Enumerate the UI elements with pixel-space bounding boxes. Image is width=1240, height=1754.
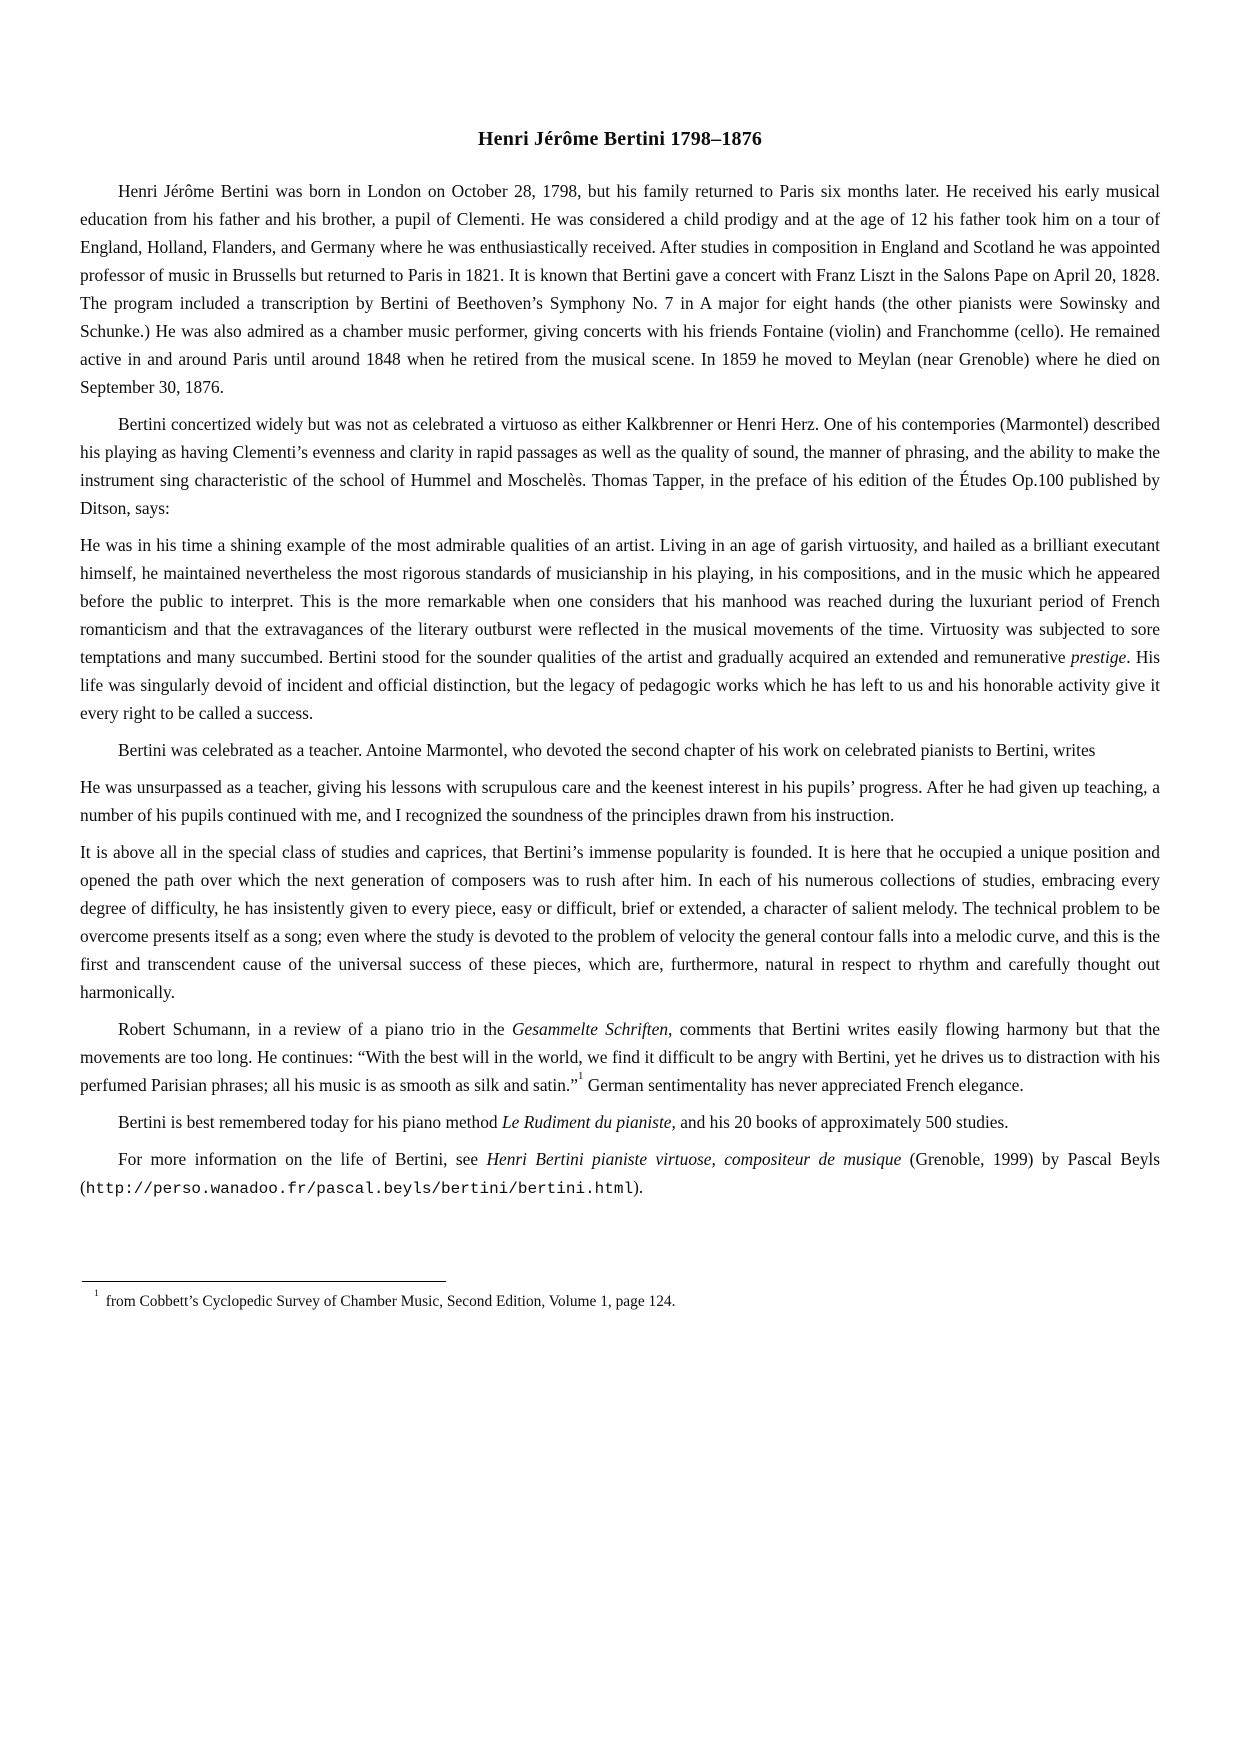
document-body	[80, 177, 1160, 1203]
text-run: Bertini was celebrated as a teacher. Antoine Marmontel, who devoted the second chapter of his work on celebrated pianists to Bertini, writes	[118, 740, 1096, 760]
text-run: 1	[577, 1070, 584, 1083]
block-quote-marmontel	[80, 773, 1160, 829]
text-run: Henri Jérôme Bertini was born in London on October 28, 1798, but his family returned to Paris six months later. He received his early musical education from his father and his brother, a pupil of Clementi. He was considered a child prodigy and at the age of 12 his father took him on a tour of England, Holland, Flanders, and Germany where he was enthusiastically received. After studies in composition in England and Scotland he was appointed professor of music in Brussells but returned to Paris in 1821. It is known that Bertini gave a concert with Franz Liszt in the Salons Pape on April 20, 1828. The program included a transcription by Bertini of Beethoven’s Symphony No. 7 in A major for eight hands (the other pianists were Sowinsky and Schunke.) He was also admired as a chamber music performer, giving concerts with his friends Fontaine (violin) and Franchomme (cello). He remained active in and around Paris until around 1848 when he retired from the musical scene. In 1859 he moved to Meylan (near Grenoble) where he died on September 30, 1876.	[80, 181, 1160, 397]
text-run: He was unsurpassed as a teacher, giving his lessons with scrupulous care and the keenest interest in his pupils’ progress. After he had given up teaching, a number of his pupils continued with me, and I recognized the soundness of the principles drawn from his instruction.	[80, 777, 1160, 825]
footnote-rule	[82, 1281, 446, 1282]
text-run: Bertini is best remembered today for his piano method	[118, 1112, 502, 1132]
text-run: ).	[633, 1177, 644, 1197]
text-run: He was in his time a shining example of the most admirable qualities of an artist. Living in an age of garish virtuosity, and hailed as a brilliant executant himself, he maintained nevertheless the most rigorous standards of musicianship in his playing, in his compositions, and in the music which he appeared before the public to interpret. This is the more remarkable when one considers that his manhood was reached during the luxuriant period of French romanticism and that the extravagances of the literary outburst were reflected in the musical movements of the time. Virtuosity was subjected to sore temptations and many succumbed. Bertini stood for the sounder qualities of the artist and gradually acquired an extended and remunerative	[80, 535, 1160, 667]
text-run: prestige	[1070, 647, 1127, 667]
text-run: (Grenoble, 1999) by Pascal Beyls (	[80, 1149, 1160, 1197]
text-run: It is above all in the special class of studies and caprices, that Bertini’s immense popularity is founded. It is here that he occupied a unique position and opened the path over which the next generation of composers was to rush after him. In each of his numerous collections of studies, embracing every degree of difficulty, he has insistently given to every piece, easy or difficult, brief or extended, a character of salient melody. The technical problem to be overcome presents itself as a song; even where the study is devoted to the problem of velocity the general contour falls into a melodic curve, and this is the first and transcendent cause of the universal success of these pieces, which are, furthermore, natural in respect to rhythm and carefully thought out harmonically.	[80, 842, 1160, 1002]
footnote-marker: 1	[94, 1287, 99, 1299]
footnote-area	[80, 1281, 1160, 1313]
text-run: German sentimentality has never appreciated French elegance.	[583, 1075, 1024, 1095]
text-run: For more information on the life of Bertini, see	[118, 1149, 487, 1169]
text-run: Gesammelte Schriften	[511, 1019, 669, 1039]
paragraph-schumann	[80, 1015, 1160, 1099]
page-title: Henri Jérôme Bertini 1798–1876	[477, 128, 763, 150]
paragraph-teacher	[80, 736, 1160, 764]
text-run: Robert Schumann, in a review of a piano trio in the	[118, 1019, 512, 1039]
text-run: , comments that Bertini writes easily flowing harmony but that the movements are too long. He continues: “With the best will in the world, we find it difficult to be angry with Bertini, yet he drives us to distraction with his perfumed Parisian phrases; all his music is as smooth as silk and satin.”	[80, 1019, 1161, 1095]
footnote-content	[106, 1293, 676, 1310]
paragraph-virtuoso	[80, 410, 1160, 522]
paragraph-legacy	[80, 1108, 1160, 1136]
text-run: and his 20 books of approximately 500 studies.	[675, 1112, 1009, 1132]
footnote	[80, 1287, 1160, 1313]
paragraph-more-info	[80, 1145, 1160, 1203]
text-run: Bertini concertized widely but was not as celebrated a virtuoso as either Kalkbrenner or Henri Herz. One of his contempories (Marmontel) described his playing as having Clementi’s evenness and clarity in rapid passages as well as the quality of sound, the manner of phrasing, and the ability to make the instrument sing characteristic of the school of Hummel and Moschelès. Thomas Tapper, in the preface of his edition of the Études Op.100 published by Ditson, says:	[80, 414, 1160, 518]
text-run: . His life was singularly devoid of incident and official distinction, but the legacy of pedagogic works which he has left to us and his honorable activity give it every right to be called a success.	[80, 647, 1160, 723]
text-run: Henri Bertini pianiste virtuose, compositeur de musique	[486, 1149, 902, 1169]
text-run: Le Rudiment du pianiste,	[501, 1112, 676, 1132]
text-run: from Cobbett’s Cyclopedic Survey of Chamber Music, Second Edition, Volume 1, page 124.	[105, 1293, 676, 1310]
block-quote-studies	[80, 838, 1160, 1006]
block-quote-tapper	[80, 531, 1160, 727]
text-run: http://perso.wanadoo.fr/pascal.beyls/bertini/bertini.html	[85, 1180, 634, 1198]
paragraph-biography	[80, 177, 1160, 401]
